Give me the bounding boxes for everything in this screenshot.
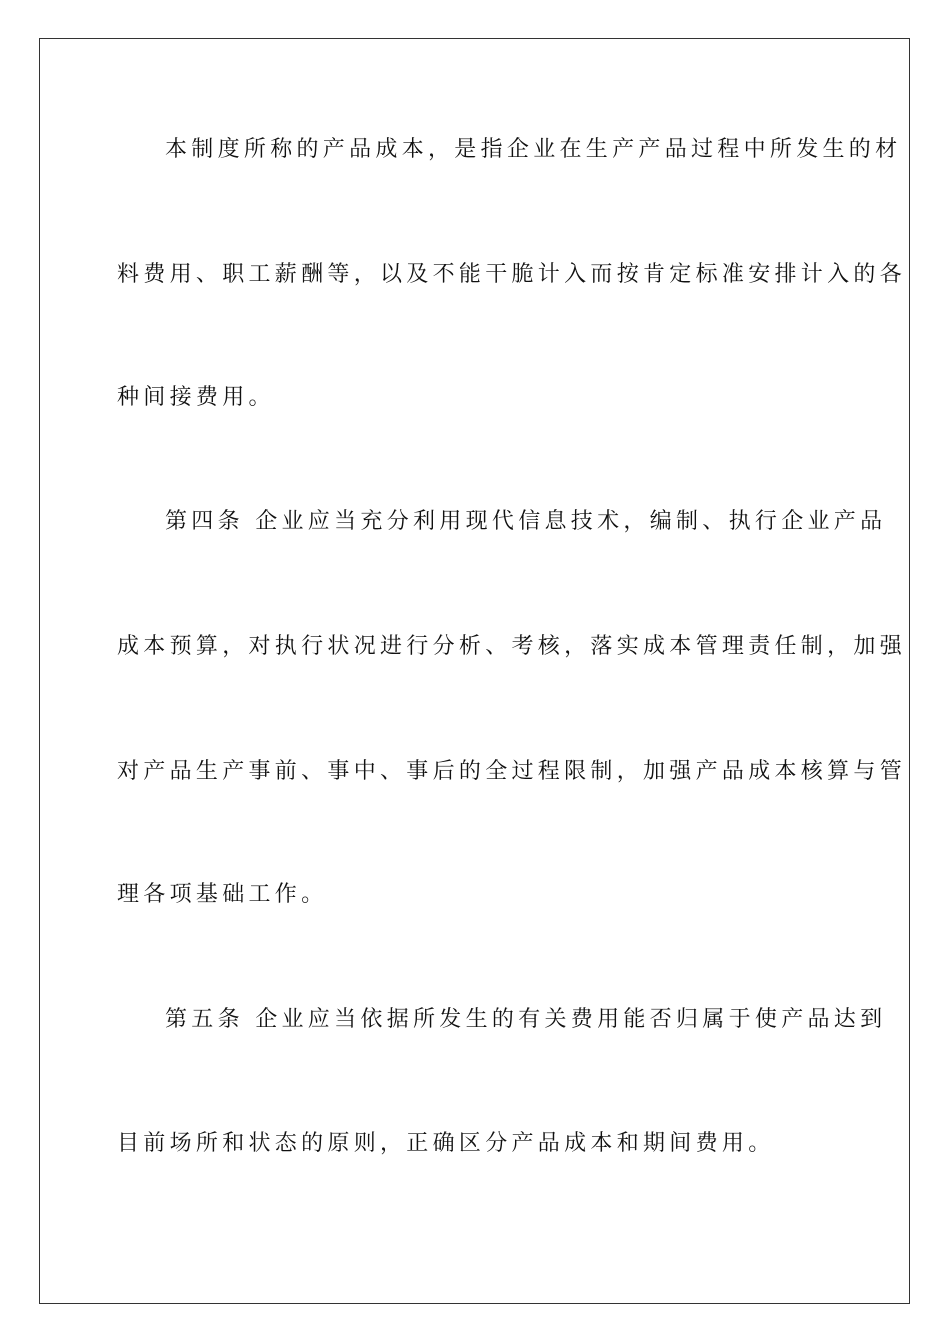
text-line: 种间接费用。: [117, 385, 275, 410]
text-line: 料费用、职工薪酬等，以及不能干脆计入而按肯定标准安排计入的各: [117, 262, 907, 287]
text-line: 成本预算，对执行状况进行分析、考核，落实成本管理责任制，加强: [117, 634, 907, 659]
page-border: [39, 38, 910, 1304]
text-line: 第四条 企业应当充分利用现代信息技术，编制、执行企业产品: [165, 509, 887, 534]
text-line: 本制度所称的产品成本，是指企业在生产产品过程中所发生的材: [165, 137, 902, 162]
text-line: 对产品生产事前、事中、事后的全过程限制，加强产品成本核算与管: [117, 759, 907, 784]
text-line: 理各项基础工作。: [117, 882, 328, 907]
text-line: 目前场所和状态的原则，正确区分产品成本和期间费用。: [117, 1131, 775, 1156]
text-line: 第五条 企业应当依据所发生的有关费用能否归属于使产品达到: [165, 1007, 887, 1032]
